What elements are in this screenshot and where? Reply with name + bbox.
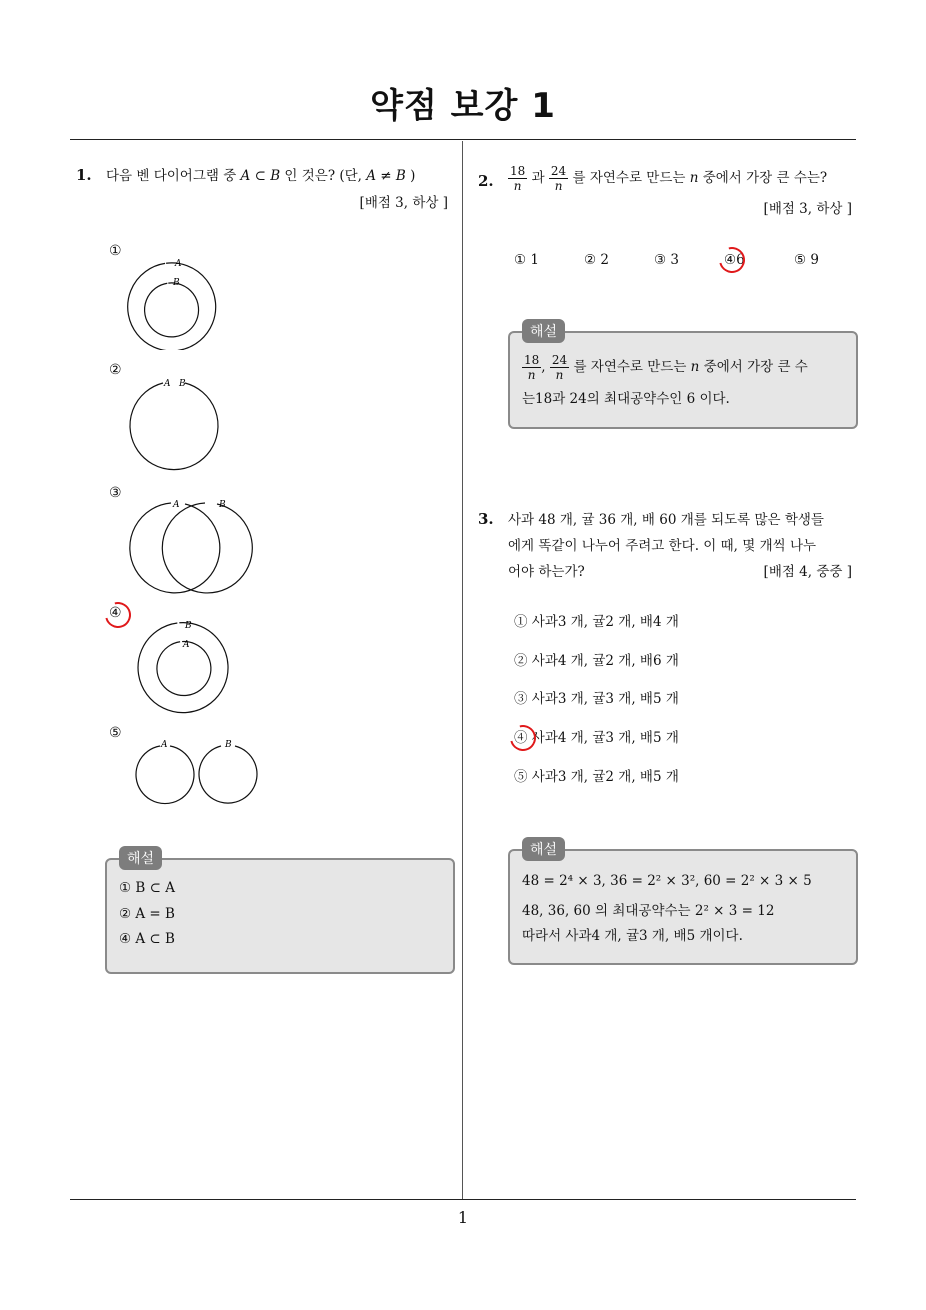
q3-solution-box [508, 842, 858, 965]
q3-solution-line-2: 48, 36, 60 의 최대공약수는 2² × 3 = 12 [522, 903, 775, 919]
q3-option-3[interactable] [514, 686, 679, 712]
q1-o5-set-a [136, 746, 194, 804]
q1-meta: [배점 3, 하상 ] [359, 195, 448, 211]
q2-option-5-mark: ⑤ [794, 252, 807, 268]
q1-stem-math: A ⊂ B [240, 168, 281, 184]
q3-option-5-text: 사과3 개, 귤2 개, 배5 개 [531, 769, 679, 785]
q1-o5-label-b: B [225, 740, 232, 750]
q2-frac-1-den: n [513, 179, 522, 193]
q2-solution-line-1 [522, 353, 808, 382]
q2-frac-2 [549, 164, 568, 193]
q3-option-4-mark: ④ [514, 730, 528, 746]
page-number: 1 [457, 1208, 469, 1227]
q1-option-4-mark[interactable]: ④ [109, 605, 122, 621]
q2-option-2-mark: ② [584, 252, 597, 268]
q1-o1-label-b: B [173, 278, 180, 288]
q2-solution-box [508, 324, 858, 429]
q2-number: 2. [478, 172, 494, 190]
q3-stem-line-2: 에게 똑같이 나누어 주려고 한다. 이 때, 몇 개씩 나누 [508, 538, 817, 554]
q3-stem-line-1: 사과 48 개, 귤 36 개, 배 60 개를 되도록 많은 학생들 [508, 512, 824, 528]
q1-option-2-mark[interactable]: ② [109, 362, 122, 378]
q3-meta: [배점 4, 중중 ] [763, 564, 852, 580]
q3-solution-line-3: 따라서 사과4 개, 귤3 개, 배5 개이다. [522, 928, 743, 944]
q1-o1-set-a [122, 257, 221, 350]
q3-option-1-text: 사과3 개, 귤2 개, 배4 개 [531, 614, 679, 630]
q2-option-3-mark: ③ [654, 252, 667, 268]
q2-sol-frac-2-num: 24 [551, 353, 568, 367]
page-title: 약점 보강 1 [370, 86, 556, 126]
q2-sol-var: n [690, 359, 700, 375]
q3-solution-tag: 해설 [522, 837, 565, 861]
q1-solution-line-1: ① B ⊂ A [119, 880, 175, 896]
q2-option-2[interactable] [584, 247, 609, 273]
q2-option-1[interactable] [514, 247, 539, 273]
q1-option-1-diagram[interactable] [105, 255, 235, 350]
q2-option-2-value: 2 [600, 252, 609, 268]
q2-sol-frac-2 [550, 353, 569, 382]
q2-option-1-value: 1 [530, 252, 539, 268]
q2-sol-frac-1 [522, 353, 541, 382]
q1-o1-label-a: A [175, 259, 182, 269]
q1-solution-tag: 해설 [119, 846, 162, 870]
q1-option-5-mark[interactable]: ⑤ [109, 725, 122, 741]
q2-option-3[interactable] [654, 247, 679, 273]
q1-option-3-diagram[interactable] [105, 497, 280, 597]
q1-option-2-diagram[interactable] [105, 375, 235, 475]
q1-number: 1. [76, 166, 92, 184]
q1-o4-label-b: B [185, 621, 192, 631]
q1-o3-label-b: B [219, 500, 226, 510]
q1-stem-text3: ) [405, 168, 416, 184]
q2-stem-text: 를 자연수로 만드는 [572, 170, 690, 186]
q2-option-5-value: 9 [810, 252, 819, 268]
q2-conj: 과 [531, 170, 545, 186]
q2-sol-frac-1-num: 18 [524, 353, 540, 367]
q2-sol-sep: , [541, 359, 546, 375]
q2-option-3-value: 3 [670, 252, 679, 268]
q1-o5-label-a: A [161, 740, 168, 750]
q2-solution-line-2: 는18과 24의 최대공약수인 6 이다. [522, 391, 730, 407]
q3-solution-line-1: 48 = 2⁴ × 3, 36 = 2² × 3², 60 = 2² × 3 × 5 [522, 873, 812, 889]
q3-option-3-mark: ③ [514, 691, 528, 707]
q1-option-5-diagram[interactable] [105, 737, 275, 812]
q2-stem [508, 164, 827, 193]
q1-stem [106, 163, 415, 189]
q2-sol-frac-2-den: n [555, 368, 564, 382]
q1-solution-line-3: ④ A ⊂ B [119, 931, 175, 947]
q2-sol-text2: 중에서 가장 큰 수 [699, 359, 808, 375]
q3-number: 3. [478, 510, 494, 528]
q3-option-5-mark: ⑤ [514, 769, 528, 785]
q2-stem-var: n [689, 170, 699, 186]
q2-sol-text: 를 자연수로 만드는 [569, 359, 691, 375]
footer-rule [70, 1199, 856, 1200]
q2-stem-text2: 중에서 가장 큰 수는? [698, 170, 828, 186]
q1-option-1-mark[interactable]: ① [109, 243, 122, 259]
q3-option-1-mark: ① [514, 614, 528, 630]
q3-stem-line-3: 어야 하는가? [508, 564, 585, 580]
q2-option-1-mark: ① [514, 252, 527, 268]
q3-option-5[interactable] [514, 764, 679, 790]
q1-o1-set-b [141, 279, 202, 340]
q1-o2-label-a: A [164, 379, 171, 389]
q3-option-4-text: 사과4 개, 귤3 개, 배5 개 [531, 730, 679, 746]
q1-o4-set-b [134, 618, 233, 717]
q3-option-1[interactable] [514, 609, 679, 635]
q2-frac-2-num: 24 [550, 164, 567, 178]
q1-stem-text: 다음 벤 다이어그램 중 [106, 168, 241, 184]
q1-stem-math2: A ≠ B [366, 168, 406, 184]
q1-o2-set [130, 383, 218, 470]
q3-option-2[interactable] [514, 648, 679, 674]
q3-option-4[interactable] [514, 725, 679, 751]
q2-option-5[interactable] [794, 247, 819, 273]
q1-stem-text2: 인 것은? (단, [280, 168, 367, 184]
q2-frac-2-den: n [554, 179, 563, 193]
q2-solution-tag: 해설 [522, 319, 565, 343]
q2-frac-1-num: 18 [510, 164, 526, 178]
q3-option-2-text: 사과4 개, 귤2 개, 배6 개 [531, 653, 679, 669]
q2-option-4-value: 6 [736, 252, 745, 268]
q2-frac-1 [508, 164, 527, 193]
title-rule [70, 139, 856, 140]
q2-option-4-mark: ④ [724, 252, 737, 268]
q3-option-2-mark: ② [514, 653, 528, 669]
q2-sol-frac-1-den: n [527, 368, 536, 382]
q1-o4-label-a: A [183, 640, 190, 650]
q1-o2-label-b: B [179, 379, 186, 389]
q1-o3-label-a: A [173, 500, 180, 510]
q1-o5-set-b [199, 746, 257, 803]
q1-solution-box [105, 851, 455, 974]
q3-option-3-text: 사과3 개, 귤3 개, 배5 개 [531, 691, 679, 707]
q1-option-4-diagram[interactable] [105, 617, 245, 717]
q2-meta: [배점 3, 하상 ] [763, 201, 852, 217]
column-divider [462, 141, 463, 1200]
q1-option-3-mark[interactable]: ③ [109, 485, 122, 501]
q1-solution-line-2: ② A = B [119, 906, 175, 922]
